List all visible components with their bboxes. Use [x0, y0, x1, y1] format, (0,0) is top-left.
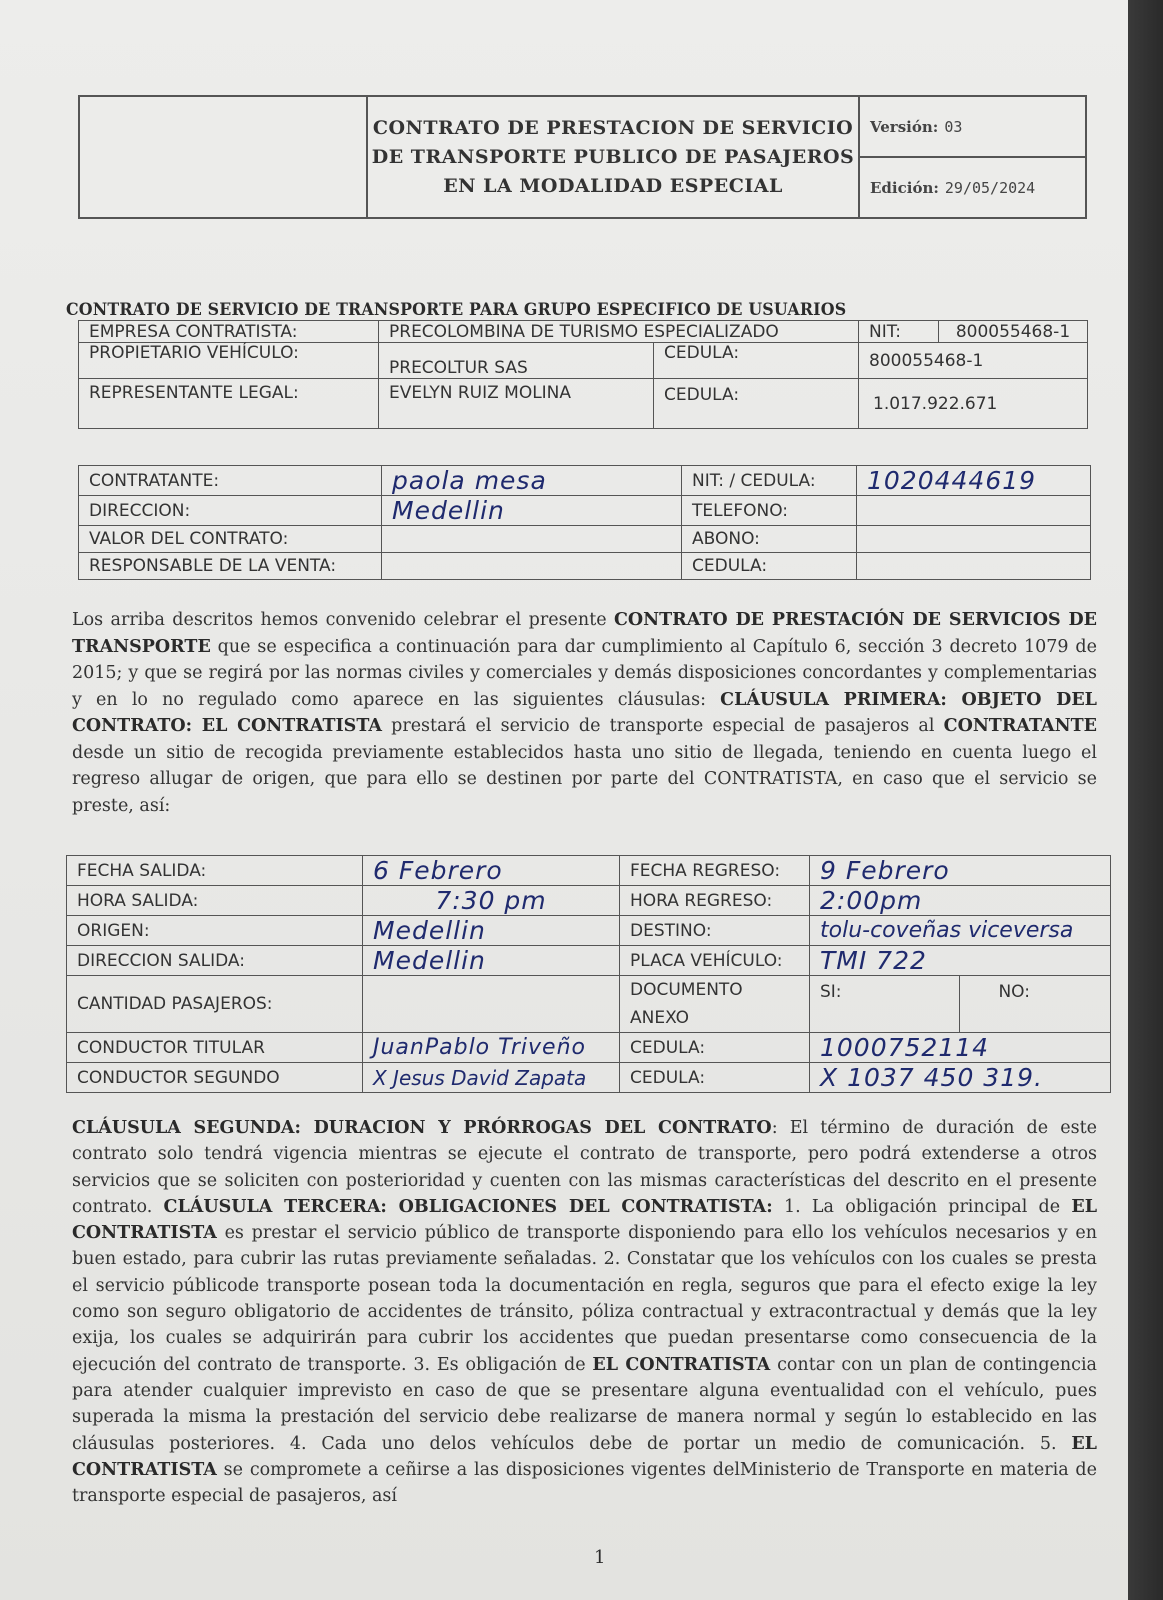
clause-text-1: : El término de duración de este contrato solo tendrá vigencia mientras se ejecute el contrato de transporte, pero podrá extenderse a otros servicios que se soliciten con posterioridad y cuenten con las mismas características del descrito en el presente contrato.	[72, 1118, 1097, 1217]
cedula-value-1: 800055468-1	[859, 343, 1088, 379]
cedula-venta-value	[857, 553, 1091, 580]
trip-table	[66, 855, 1111, 1093]
intro-paragraph	[72, 607, 1097, 819]
intro-bold-1: CONTRATO DE PRESTACIÓN DE SERVICIOS DE TRANSPORTE	[72, 610, 1098, 657]
cantidad-value	[363, 976, 620, 1033]
destino-label: DESTINO:	[620, 916, 810, 946]
cedula-segundo-label: CEDULA:	[620, 1063, 810, 1093]
fecha-salida-label: FECHA SALIDA:	[67, 856, 363, 886]
valor-label: VALOR DEL CONTRATO:	[79, 526, 382, 553]
nit-cedula-value: 1020444619	[857, 466, 1091, 496]
fecha-regreso-value: 9 Febrero	[810, 856, 1111, 886]
clauses-paragraph	[72, 1115, 1097, 1509]
intro-text-4: desde un sitio de recogida previamente establecidos hasta uno sitio de llegada, teniendo en cuenta luego el regreso allugar de origen, que para ello se destinen por parte del CONTRATISTA, en caso que el servicio se preste, así:	[72, 742, 1097, 816]
direccion-label: DIRECCION:	[79, 496, 382, 526]
conductor-titular-label: CONDUCTOR TITULAR	[67, 1033, 363, 1063]
origen-label: ORIGEN:	[67, 916, 363, 946]
hora-salida-label: HORA SALIDA:	[67, 886, 363, 916]
clause-2-title: CLÁUSULA SEGUNDA: DURACION Y PRÓRROGAS DEL CONTRATO	[72, 1118, 772, 1138]
clause-bold-4: EL CONTRATISTA	[592, 1354, 771, 1375]
contratante-table	[78, 465, 1091, 580]
clause-text-2: 1. La obligación principal de	[772, 1196, 1072, 1217]
cedula-titular-label: CEDULA:	[620, 1033, 810, 1063]
abono-value	[857, 526, 1091, 553]
title-line-1: CONTRATO DE PRESTACION DE SERVICIO	[372, 116, 854, 139]
nit-value: 800055468-1	[939, 321, 1088, 343]
page-number: 1	[594, 1547, 606, 1568]
cedula-label-1: CEDULA:	[654, 343, 859, 379]
clause-text-3: es prestar el servicio público de transporte disponiendo para ello los vehículos necesarios y en buen estado, para cubrir las rutas previamente señaladas. 2. Constatar que los vehículos con los cuales se presta el servicio públicode transporte posean toda la documentación en regla, seguros que para el efecto exige la ley como son seguro obligatorio de accidentes de tránsito, póliza contractual y extracontractual y demás que la ley exija, los cuales se adquirirán para cubrir los accidentes que puedan presentarse como consecuencia de la ejecución del contrato de transporte. 3. Es obligación de	[72, 1223, 1097, 1375]
cedula-value-2: 1.017.922.671	[859, 379, 1088, 429]
empresa-value: PRECOLOMBINA DE TURISMO ESPECIALIZADO	[379, 321, 859, 343]
conductor-titular-value: JuanPablo Triveño	[363, 1033, 620, 1063]
version-row	[860, 97, 1085, 156]
representante-label: REPRESENTANTE LEGAL:	[79, 379, 379, 429]
conductor-segundo-value: X Jesus David Zapata	[363, 1063, 620, 1093]
intro-bold-2: CLÁUSULA PRIMERA: OBJETO DEL CONTRATO: EL CONTRATISTA	[72, 689, 1097, 736]
section-title: CONTRATO DE SERVICIO DE TRANSPORTE PARA GRUPO ESPECIFICO DE USUARIOS	[66, 300, 847, 320]
propietario-value: PRECOLTUR SAS	[379, 343, 654, 379]
cedula-segundo-value: X 1037 450 319.	[810, 1063, 1111, 1093]
intro-text-2: que se especifica a continuación para dar cumplimiento al Capítulo 6, sección 3 decreto 1079 de 2015; y que se regirá por las normas civiles y comerciales y demás disposiciones concordantes y complementarias y en lo no regulado como aparece en las siguientes cláusulas:	[72, 636, 1097, 710]
cedula-titular-value: 1000752114	[810, 1033, 1111, 1063]
edition-value: 29/05/2024	[944, 178, 1036, 197]
edition-row	[860, 156, 1085, 217]
direccion-salida-value: Medellin	[363, 946, 620, 976]
version-value: 03	[944, 117, 963, 136]
clause-bold-5: EL CONTRATISTA	[72, 1433, 1097, 1480]
responsable-value	[382, 553, 682, 580]
conductor-segundo-label: CONDUCTOR SEGUNDO	[67, 1063, 363, 1093]
version-label: Versión:	[870, 117, 939, 136]
title-line-2: DE TRANSPORTE PUBLICO DE PASAJEROS	[371, 145, 855, 168]
telefono-label: TELEFONO:	[682, 496, 857, 526]
contratante-value: paola mesa	[382, 466, 682, 496]
cantidad-label: CANTIDAD PASAJEROS:	[67, 976, 363, 1033]
origen-value: Medellin	[363, 916, 620, 946]
placa-value: TMI 722	[810, 946, 1111, 976]
version-block	[860, 97, 1085, 217]
responsable-label: RESPONSABLE DE LA VENTA:	[79, 553, 382, 580]
document-title	[368, 97, 860, 217]
cedula-venta-label: CEDULA:	[682, 553, 857, 580]
hora-salida-value: 7:30 pm	[363, 886, 620, 916]
si-label: SI:	[810, 976, 960, 1033]
document-header	[78, 95, 1087, 219]
edition-label: Edición:	[870, 178, 939, 197]
clause-text-5: se compromete a ceñirse a las disposiciones vigentes delMinisterio de Transporte en materia de transporte especial de pasajeros, así	[72, 1459, 1097, 1507]
placa-label: PLACA VEHÍCULO:	[620, 946, 810, 976]
propietario-label: PROPIETARIO VEHÍCULO:	[79, 343, 379, 379]
clause-3-title: CLÁUSULA TERCERA: OBLIGACIONES DEL CONTRATISTA:	[163, 1196, 773, 1217]
documento-label: DOCUMENTO ANEXO	[620, 976, 810, 1033]
clause-text-4: contar con un plan de contingencia para atender cualquier imprevisto en caso de que se presentare alguna eventualidad con el vehículo, pues superada la misma la prestación del servicio debe realizarse de manera normal y según lo establecido en las cláusulas posteriores. 4. Cada uno delos vehículos debe de portar un medio de comunicación. 5.	[72, 1354, 1097, 1454]
telefono-value	[857, 496, 1091, 526]
intro-text-3: prestará el servicio de transporte especial de pasajeros al	[381, 716, 944, 736]
hora-regreso-value: 2:00pm	[810, 886, 1111, 916]
nit-label: NIT:	[859, 321, 939, 343]
hora-regreso-label: HORA REGRESO:	[620, 886, 810, 916]
intro-text-1: Los arriba descritos hemos convenido celebrar el presente	[72, 610, 614, 630]
direccion-salida-label: DIRECCION SALIDA:	[67, 946, 363, 976]
fecha-salida-value: 6 Febrero	[363, 856, 620, 886]
intro-bold-3: CONTRATANTE	[943, 716, 1097, 736]
destino-value: tolu-coveñas viceversa	[810, 916, 1111, 946]
direccion-value: Medellin	[382, 496, 682, 526]
title-line-3: EN LA MODALIDAD ESPECIAL	[443, 174, 783, 197]
cedula-label-2: CEDULA:	[654, 379, 859, 429]
abono-label: ABONO:	[682, 526, 857, 553]
company-table	[78, 320, 1088, 429]
no-label: NO:	[960, 976, 1111, 1033]
nit-cedula-label: NIT: / CEDULA:	[682, 466, 857, 496]
contratante-label: CONTRATANTE:	[79, 466, 382, 496]
fecha-regreso-label: FECHA REGRESO:	[620, 856, 810, 886]
empresa-label: EMPRESA CONTRATISTA:	[79, 321, 379, 343]
valor-value	[382, 526, 682, 553]
logo-cell	[80, 97, 368, 217]
representante-value: EVELYN RUIZ MOLINA	[379, 379, 654, 429]
clause-bold-3: EL CONTRATISTA	[72, 1196, 1098, 1244]
